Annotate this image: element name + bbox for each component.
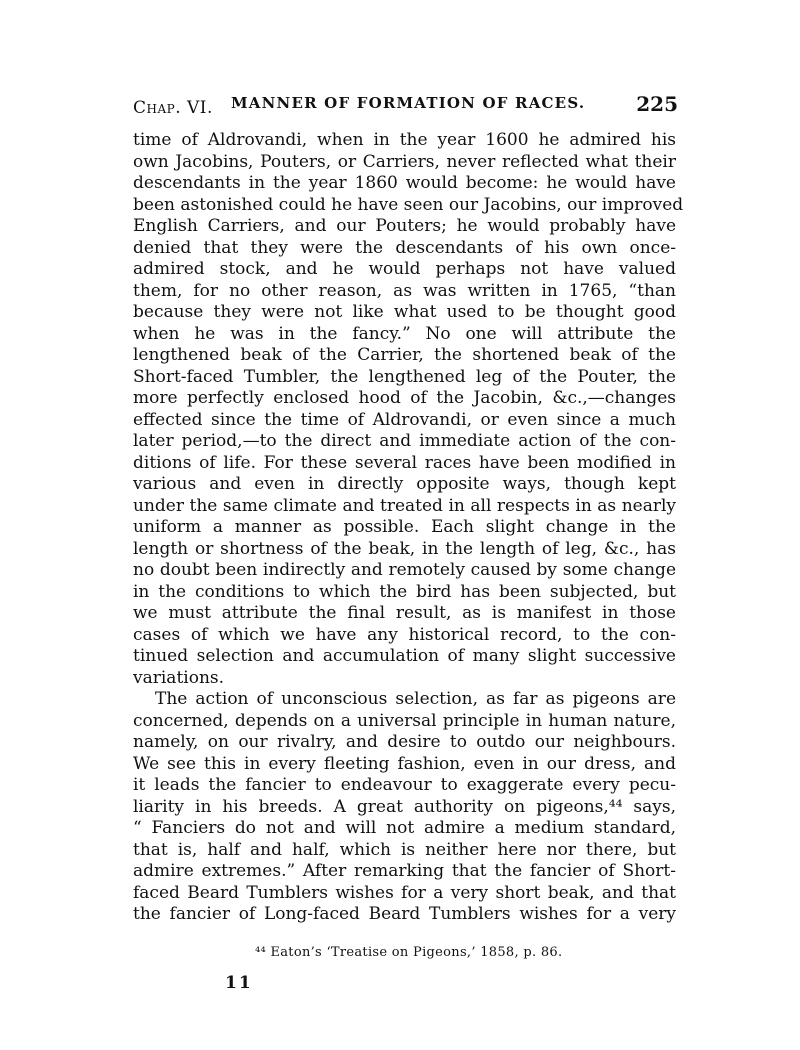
text-line: no doubt been indirectly and remotely caused by some change: [133, 560, 676, 580]
text-line: the fancier of Long-faced Beard Tumblers wishes for a very: [133, 904, 676, 924]
chapter-label: Chap. VI.: [133, 98, 213, 118]
text-line: length or shortness of the beak, in the length of leg, &c., has: [133, 538, 676, 559]
text-line: in the conditions to which the bird has been subjected, but: [133, 581, 676, 602]
text-line: it leads the fancier to endeavour to exaggerate every pecu-: [133, 775, 676, 795]
text-line: been astonished could he have seen our Jacobins, our improved: [133, 194, 684, 215]
text-line: time of Aldrovandi, when in the year 1600 he admired his: [133, 130, 676, 150]
text-line: English Carriers, and our Pouters; he would probably have: [133, 216, 676, 236]
text-line: that is, half and half, which is neither here nor there, but: [133, 839, 676, 860]
text-line: faced Beard Tumblers wishes for a very short beak, and that: [133, 882, 676, 903]
text-line: ditions of life. For these several races have been modified in: [133, 452, 676, 473]
text-line: them, for no other reason, as was written in 1765, “than: [133, 280, 676, 301]
text-line: We see this in every fleeting fashion, even in our dress, and: [133, 753, 676, 774]
text-line: Short-faced Tumbler, the lengthened leg of the Pouter, the: [133, 366, 676, 387]
text-line: we must attribute the final result, as is manifest in those: [133, 603, 676, 623]
page-header: [133, 92, 678, 122]
text-line: tinued selection and accumulation of many slight successive: [133, 646, 676, 666]
text-line: own Jacobins, Pouters, or Carriers, never reflected what their: [133, 151, 676, 172]
text-line: admire extremes.” After remarking that the fancier of Short-: [133, 861, 676, 881]
body-text: [133, 130, 684, 926]
text-line: variations.: [133, 667, 225, 688]
text-line: later period,—to the direct and immediate action of the con-: [133, 431, 676, 451]
text-line: lengthened beak of the Carrier, the shortened beak of the: [133, 345, 676, 365]
text-line: uniform a manner as possible. Each slight change in the: [133, 517, 676, 537]
text-line: “ Fanciers do not and will not admire a medium standard,: [133, 818, 676, 838]
text-line: when he was in the fancy.” No one will attribute the: [133, 323, 676, 344]
text-line: various and even in directly opposite ways, though kept: [133, 474, 676, 494]
running-title: MANNER OF FORMATION OF RACES.: [231, 94, 586, 112]
text-line: descendants in the year 1860 would become: he would have: [133, 173, 676, 193]
text-line: cases of which we have any historical record, to the con-: [133, 624, 676, 645]
text-line: concerned, depends on a universal principle in human nature,: [133, 710, 676, 731]
footnote: ⁴⁴ Eaton’s ‘Treatise on Pigeons,’ 1858, p. 86.: [255, 945, 563, 960]
text-line: namely, on our rivalry, and desire to outdo our neighbours.: [133, 732, 676, 752]
signature-mark: 11: [225, 973, 253, 993]
text-line: effected since the time of Aldrovandi, or even since a much: [133, 409, 676, 430]
text-line: because they were not like what used to be thought good: [133, 302, 676, 322]
page-number: 225: [636, 92, 678, 116]
text-line: under the same climate and treated in all respects in as nearly: [133, 495, 676, 516]
paragraph-start-line: The action of unconscious selection, as far as pigeons are: [155, 689, 676, 709]
text-line: denied that they were the descendants of his own once-: [133, 237, 676, 258]
text-line: liarity in his breeds. A great authority on pigeons,⁴⁴ says,: [133, 796, 676, 817]
text-line: more perfectly enclosed hood of the Jacobin, &c.,—changes: [133, 388, 676, 408]
text-line: admired stock, and he would perhaps not have valued: [133, 259, 676, 279]
